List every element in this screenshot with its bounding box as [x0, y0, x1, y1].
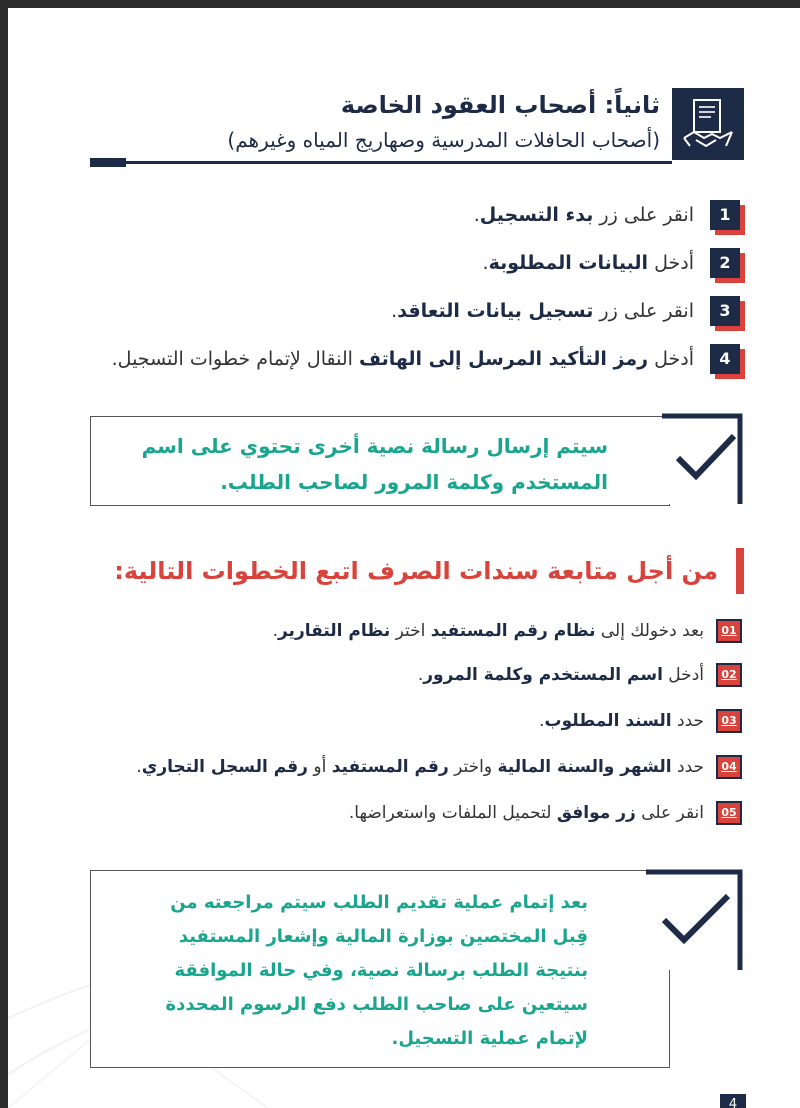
substep-text: حدد الشهر والسنة المالية واختر رقم المستفيد أو رقم السجل التجاري.	[136, 757, 704, 777]
title-underline	[90, 161, 672, 164]
callout-review-text: بعد إتمام عملية تقديم الطلب سيتم مراجعته من قِبل المختصين بوزارة المالية وإشعار المستفيد بنتيجة الطلب برسالة نصية، وفي حالة الموافقة سيتعين على صاحب الطلب دفع الرسوم المحددة لإتمام عملية التسجيل.	[165, 892, 588, 1049]
substep-05	[42, 798, 742, 828]
substep-text: أدخل اسم المستخدم وكلمة المرور.	[417, 665, 704, 685]
section-accent-bar	[736, 548, 744, 594]
section-subtitle: (أصحاب الحافلات المدرسية وصهاريج المياه وغيرهم)	[227, 128, 660, 152]
substep-number-badge: 04	[716, 755, 742, 779]
step-1	[60, 198, 740, 232]
section-title: ثانياً: أصحاب العقود الخاصة	[340, 91, 660, 119]
step-3	[60, 294, 740, 328]
step-text: أدخل رمز التأكيد المرسل إلى الهاتف النقال لإتمام خطوات التسجيل.	[111, 348, 694, 370]
step-number-badge: 1	[710, 200, 740, 230]
contract-handshake-icon	[672, 88, 744, 160]
step-4	[60, 342, 740, 376]
checkmark-icon	[632, 866, 748, 976]
document-page	[8, 8, 800, 1108]
substep-text: حدد السند المطلوب.	[539, 711, 704, 731]
substep-number-badge: 02	[716, 663, 742, 687]
substep-text: بعد دخولك إلى نظام رقم المستفيد اختر نظام التقارير.	[272, 621, 704, 641]
step-number-badge: 3	[710, 296, 740, 326]
substep-01	[42, 616, 742, 646]
step-text: أدخل البيانات المطلوبة.	[482, 252, 694, 274]
step-number-badge: 4	[710, 344, 740, 374]
section-heading: من أجل متابعة سندات الصرف اتبع الخطوات التالية:	[114, 557, 718, 585]
substep-04	[42, 752, 742, 782]
substep-number-badge: 03	[716, 709, 742, 733]
substep-02	[42, 660, 742, 690]
substep-text: انقر على زر موافق لتحميل الملفات واستعراضها.	[348, 803, 704, 823]
step-text: انقر على زر بدء التسجيل.	[473, 204, 694, 226]
step-2	[60, 246, 740, 280]
substep-number-badge: 05	[716, 801, 742, 825]
checkmark-icon	[648, 410, 748, 510]
substep-03	[42, 706, 742, 736]
substep-number-badge: 01	[716, 619, 742, 643]
step-number-badge: 2	[710, 248, 740, 278]
callout-sms-text: سيتم إرسال رسالة نصية أخرى تحتوي على اسم المستخدم وكلمة المرور لصاحب الطلب.	[141, 434, 608, 494]
title-underline-accent	[90, 158, 126, 167]
step-text: انقر على زر تسجيل بيانات التعاقد.	[391, 300, 694, 322]
page-number: 4	[720, 1094, 746, 1108]
